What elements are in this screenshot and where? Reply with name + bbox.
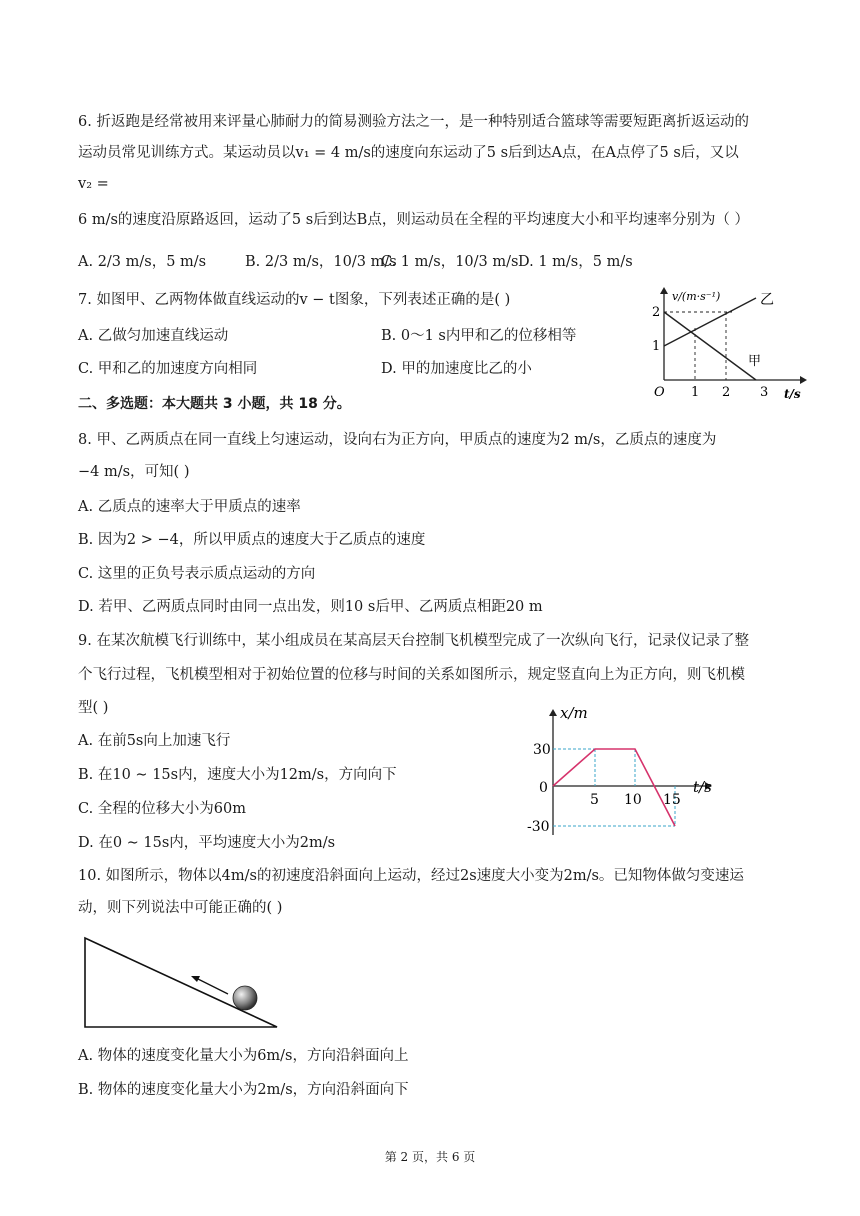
q7-ytick-2: 2: [652, 305, 661, 320]
q9-ylabel: x/m: [560, 704, 588, 722]
q8-line-1: 8. 甲、乙两质点在同一直线上匀速运动，设向右为正方向，甲质点的速度为2 m/s，乙质点的速度为: [78, 432, 717, 448]
q9-option-b: B. 在10 ∼ 15s内，速度大小为12m/s，方向向下: [78, 767, 397, 783]
q9-axis-y-arrow: [549, 709, 557, 716]
q10-option-a: A. 物体的速度变化量大小为6m/s，方向沿斜面向上: [78, 1048, 409, 1064]
q6-line-4: 6 m/s的速度沿原路返回，运动了5 s后到达B点，则运动员在全程的平均速度大小和平均速率分别为（ ）: [78, 212, 749, 228]
q9-xtick-10: 10: [624, 792, 642, 808]
q7-option-c: C. 甲和乙的加速度方向相同: [78, 361, 258, 377]
q9-xtick-15: 15: [663, 792, 681, 808]
q8-option-b: B. 因为2 > −4，所以甲质点的速度大于乙质点的速度: [78, 532, 426, 548]
q7-xtick-3: 3: [760, 385, 769, 400]
q10-line-2: 动，则下列说法中可能正确的( ): [78, 900, 283, 916]
q9-line-2: 个飞行过程，飞机模型相对于初始位置的位移与时间的关系如图所示，规定竖直向上为正方向，则飞机模: [78, 667, 745, 683]
q9-option-c: C. 全程的位移大小为60m: [78, 801, 246, 817]
q7-option-a: A. 乙做匀加速直线运动: [78, 328, 229, 344]
q10-line-1: 10. 如图所示，物体以4m/s的初速度沿斜面向上运动，经过2s速度大小变为2m/s。已知物体做匀变速运: [78, 868, 744, 884]
q6-line-3: v₂ =: [78, 176, 109, 192]
q9-line-3: 型( ): [78, 700, 109, 716]
q10-incline-figure: [78, 930, 288, 1034]
q9-xt-graph: [525, 700, 725, 846]
q7-ytick-1: 1: [652, 339, 661, 354]
q7-axis-x-arrow: [800, 376, 807, 384]
q9-ytick-30: 30: [533, 742, 551, 758]
incline-triangle: [85, 938, 277, 1027]
q9-ytick-0: 0: [539, 780, 548, 796]
q9-xlabel: t/s: [693, 778, 712, 796]
q7-xlabel: t/s: [784, 387, 801, 401]
ball: [233, 986, 257, 1010]
section-2-heading: 二、多选题：本大题共 3 小题，共 18 分。: [78, 396, 351, 412]
page-footer: 第 2 页，共 6 页: [384, 1150, 476, 1164]
q8-line-2: −4 m/s，可知( ): [78, 464, 190, 480]
q6-option-a: A. 2/3 m/s，5 m/s: [78, 254, 207, 270]
q8-option-c: C. 这里的正负号表示质点运动的方向: [78, 566, 316, 582]
q6-option-b: B. 2/3 m/s，10/3 m/s: [245, 254, 397, 270]
q7-label-jia: 甲: [748, 354, 762, 369]
q6-option-c: C. 1 m/s，10/3 m/s: [381, 254, 519, 270]
q9-xt-line: [553, 749, 675, 826]
q8-option-a: A. 乙质点的速率大于甲质点的速率: [78, 499, 301, 515]
q7-option-b: B. 0～1 s内甲和乙的位移相等: [381, 328, 577, 344]
q6-line-1: 6. 折返跑是经常被用来评量心肺耐力的简易测验方法之一，是一种特别适合篮球等需要短距离折返运动的: [78, 114, 749, 130]
q7-xtick-1: 1: [691, 385, 700, 400]
q7-label-yi: 乙: [760, 292, 774, 308]
q7-origin: O: [654, 385, 665, 400]
q7-stem: 7. 如图甲、乙两物体做直线运动的v − t图象，下列表述正确的是( ): [78, 292, 511, 308]
q6-line-2: 运动员常见训练方式。某运动员以v₁ = 4 m/s的速度向东运动了5 s后到达A点，在A点停了5 s后，又以: [78, 145, 739, 161]
q7-xtick-2: 2: [722, 385, 731, 400]
q7-ylabel: v/(m·s⁻¹): [672, 290, 721, 303]
q9-option-a: A. 在前5s向上加速飞行: [78, 733, 231, 749]
q7-axis-y-arrow: [660, 287, 668, 294]
q10-option-b: B. 物体的速度变化量大小为2m/s，方向沿斜面向下: [78, 1082, 409, 1098]
q7-option-d: D. 甲的加速度比乙的小: [381, 361, 532, 377]
q9-option-d: D. 在0 ∼ 15s内，平均速度大小为2m/s: [78, 835, 336, 851]
q9-xtick-5: 5: [590, 792, 599, 808]
q7-vt-graph: [650, 288, 810, 404]
q9-ytick-m30: -30: [527, 819, 550, 835]
q6-option-d: D. 1 m/s，5 m/s: [518, 254, 633, 270]
q8-option-d: D. 若甲、乙两质点同时由同一点出发，则10 s后甲、乙两质点相距20 m: [78, 599, 543, 615]
q9-line-1: 9. 在某次航模飞行训练中，某小组成员在某高层天台控制飞机模型完成了一次纵向飞行，记录仪记录了整: [78, 633, 749, 649]
